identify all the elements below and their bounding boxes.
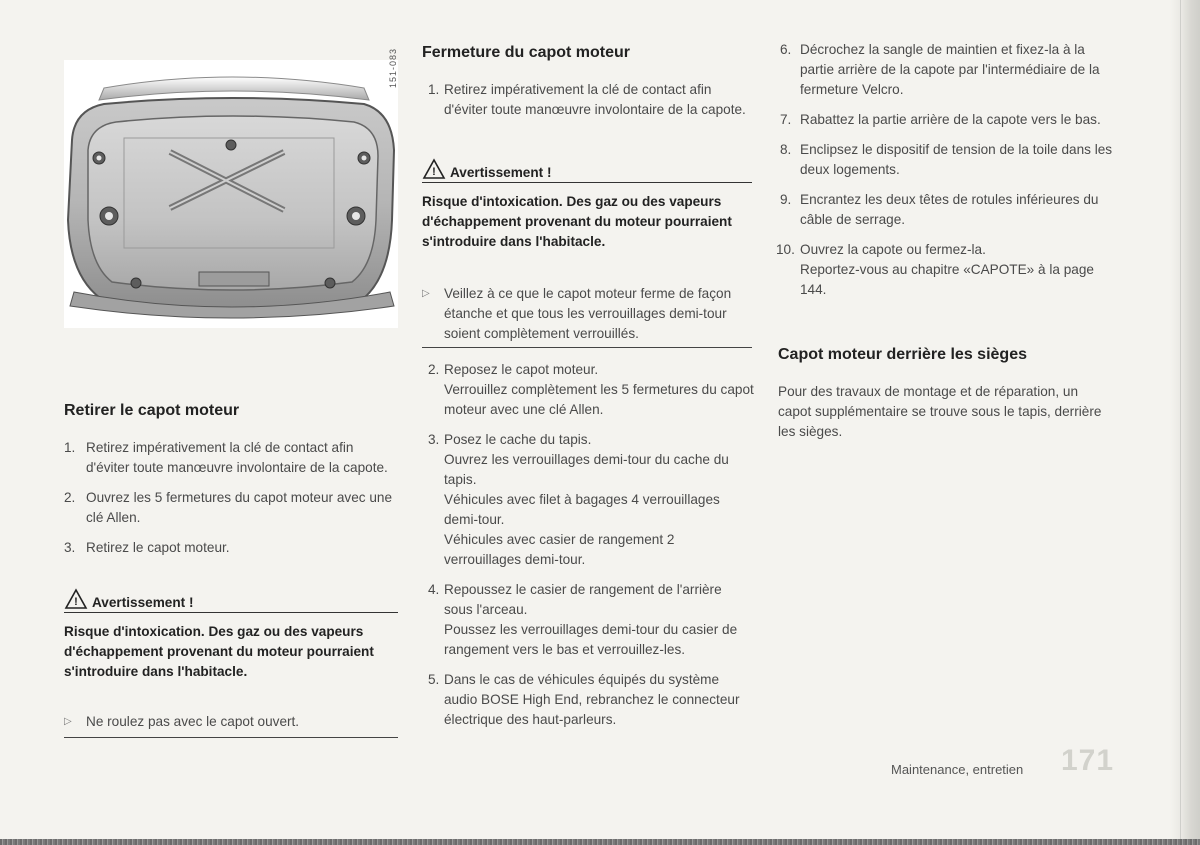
warning-body: Risque d'intoxication. Des gaz ou des vapeurs d'échappement provenant du moteur pourraient s'introduire dans l'habitacle. <box>422 194 732 249</box>
list-item: 7. Rabattez la partie arrière de la capote vers le bas. <box>780 112 1101 127</box>
close-steps-continued <box>776 40 1114 310</box>
divider <box>422 347 752 348</box>
svg-text:!: ! <box>74 596 78 608</box>
footer-section-label: Maintenance, entretien <box>891 762 1024 777</box>
warning-triangle-icon <box>422 158 446 180</box>
section-heading-close: Fermeture du capot moteur <box>422 44 631 61</box>
warning-instruction: ▷ Veillez à ce que le capot moteur ferme de façon étanche et que tous les verrouillages demi-tour soient complètement verrouillés. <box>422 286 732 341</box>
list-item: 10. Ouvrez la capote ou fermez-la. Reportez-vous au chapitre «CAPOTE» à la page 144. <box>776 242 1094 297</box>
list-item: 9. Encrantez les deux têtes de rotules inférieures du câble de serrage. <box>780 192 1099 227</box>
arrow-icon: ▷ <box>422 288 430 299</box>
svg-text:!: ! <box>432 166 436 178</box>
section-heading-remove: Retirer le capot moteur <box>64 402 240 419</box>
warning-title: Avertissement ! <box>92 595 194 610</box>
list-item: 5. Dans le cas de véhicules équipés du système audio BOSE High End, rebranchez le connecteur électrique des haut-parleurs. <box>428 672 740 727</box>
arrow-icon: ▷ <box>64 716 72 727</box>
page-bottom-edge <box>0 839 1200 845</box>
section-heading-behind-seats: Capot moteur derrière les sièges <box>778 346 1027 363</box>
list-item: 3. Posez le cache du tapis. Ouvrez les verrouillages demi-tour du cache du tapis. Véhicules avec filet à bagages 4 verrouillages demi-tour. Véhicules avec casier de rangement 2 verrouillages demi-tour. <box>428 432 729 567</box>
figure-code: 151-083 <box>388 48 398 89</box>
list-item: 1. Retirez impérativement la clé de contact afin d'éviter toute manœuvre involontaire de la capote. <box>64 440 388 475</box>
remove-steps <box>64 438 398 568</box>
warning-header <box>422 158 752 183</box>
warning-body: Risque d'intoxication. Des gaz ou des vapeurs d'échappement provenant du moteur pourraient s'introduire dans l'habitacle. <box>64 624 374 679</box>
warning-title: Avertissement ! <box>450 165 552 180</box>
close-steps <box>428 360 754 740</box>
page-number: 171 <box>1061 744 1115 777</box>
list-item: 2. Reposez le capot moteur. Verrouillez complètement les 5 fermetures du capot moteur avec une clé Allen. <box>428 362 754 417</box>
list-item: 6. Décrochez la sangle de maintien et fixez-la à la partie arrière de la capote par l'intermédiaire de la fermeture Velcro. <box>780 42 1100 97</box>
list-item: 8. Enclipsez le dispositif de tension de la toile dans les deux logements. <box>780 142 1113 177</box>
warning-instruction: ▷ Ne roulez pas avec le capot ouvert. <box>64 712 398 732</box>
list-item: 4. Repoussez le casier de rangement de l'arrière sous l'arceau. Poussez les verrouillages demi-tour du casier de rangement vers le bas et verrouillez-les. <box>428 582 738 657</box>
engine-lid-photo <box>64 60 398 328</box>
close-step-1 <box>428 80 754 130</box>
list-item: 2. Ouvrez les 5 fermetures du capot moteur avec une clé Allen. <box>64 490 393 525</box>
warning-triangle-icon <box>64 588 88 610</box>
page-binding-edge <box>1170 0 1200 845</box>
behind-seats-paragraph: Pour des travaux de montage et de réparation, un capot supplémentaire se trouve sous le tapis, derrière les sièges. <box>778 384 1102 439</box>
list-item: 1. Retirez impérativement la clé de contact afin d'éviter toute manœuvre involontaire de la capote. <box>428 82 746 117</box>
warning-header <box>64 588 398 613</box>
engine-lid-illustration <box>64 60 398 328</box>
divider <box>64 737 398 738</box>
list-item: 3. Retirez le capot moteur. <box>64 540 230 555</box>
